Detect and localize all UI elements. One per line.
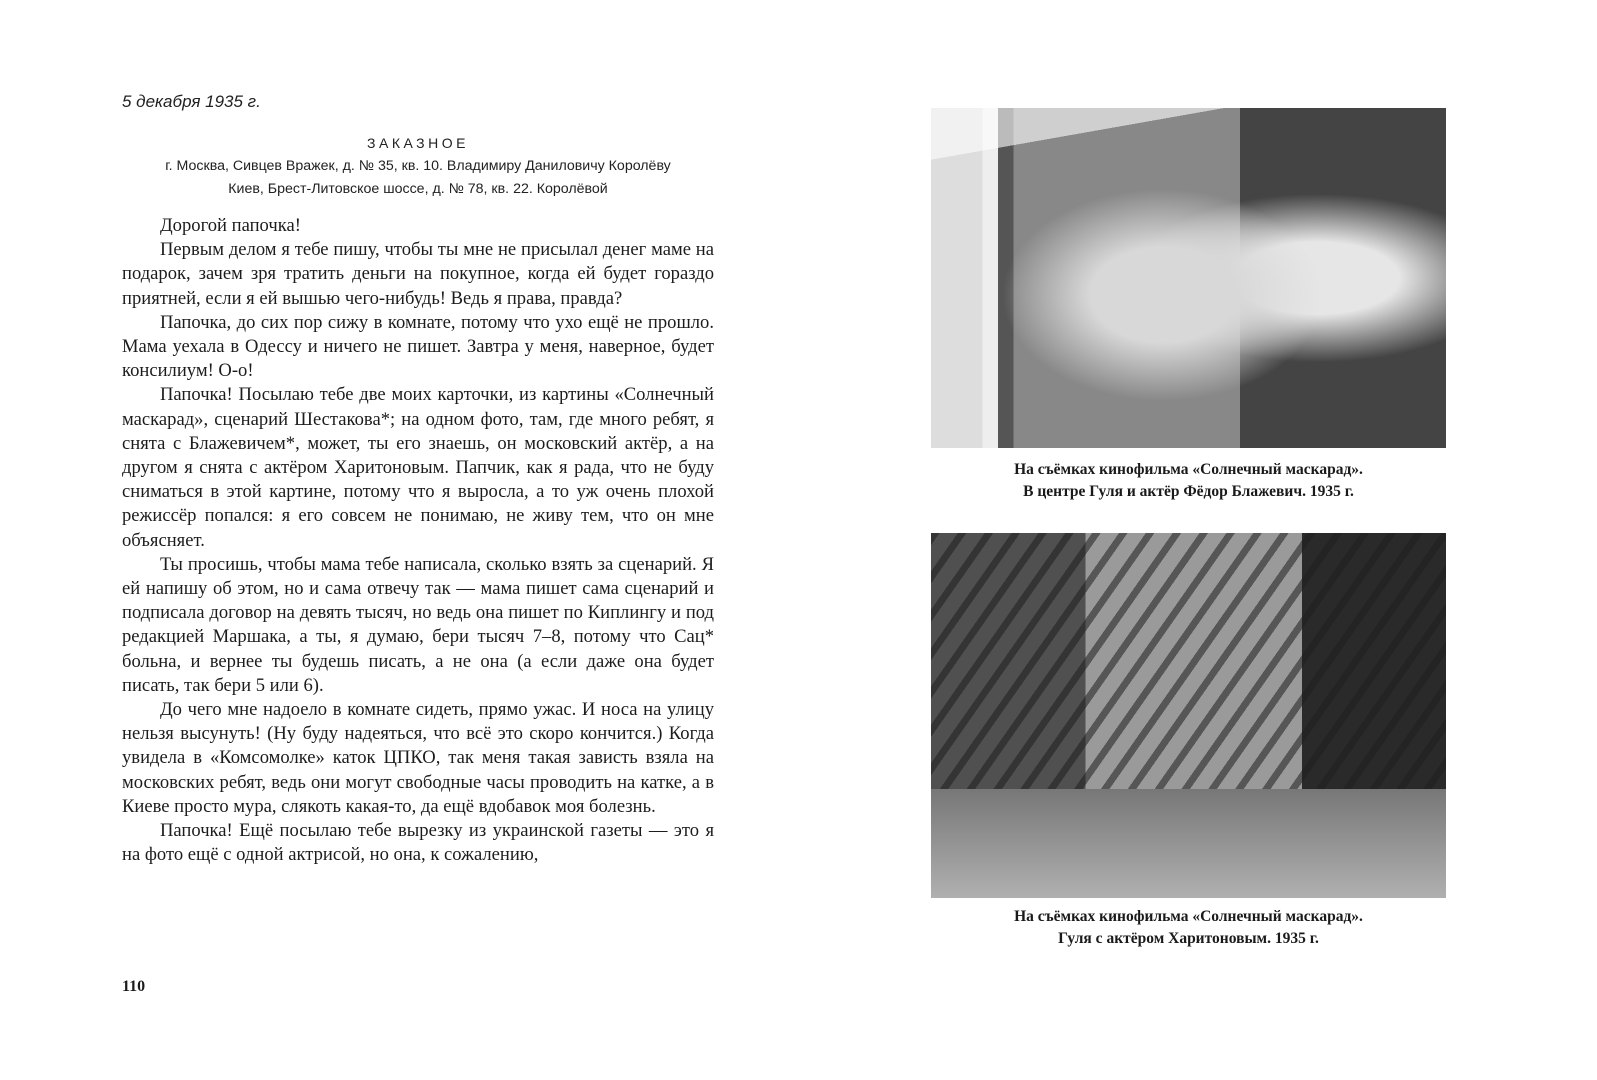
caption-line: В центре Гуля и актёр Фёдор Блажевич. 1935 г. [1023,483,1354,500]
address-line-kiev: Киев, Брест-Литовское шоссе, д. № 78, кв. 22. Королёвой [228,181,608,197]
registered-mail-label: ЗАКАЗНОЕ [367,135,469,151]
letter-address-header [122,132,714,201]
letter-paragraph: Папочка, до сих пор сижу в комнате, потому что ухо ещё не прошло. Мама уехала в Одессу и ничего не пишет. Завтра у меня, наверное, будет консилиум! О-о! [122,311,714,382]
letter-paragraph: До чего мне надоело в комнате сидеть, прямо ужас. И носа на улицу нельзя высунуть! (Ну буду надеяться, что всё это скоро кончится.) Когда увидела в «Комсомолке» каток ЦПКО, так меня такая зависть взяла на московских ребят, ведь они могут свободные часы проводить на катке, а в Киеве просто мура, слякоть какая-то, да ещё вдобавок моя болезнь. [122,699,714,817]
letter-paragraph: Папочка! Посылаю тебе две моих карточки, из картины «Солнечный маскарад», сценарий Шестакова*; на одном фото, там, где много ребят, я снята с Блажевичем*, может, ты его знаешь, он московский актёр, а на другом я снята с актёром Харитоновым. Папчик, как я рада, что не буду сниматься в этой картине, потому что я выросла, а то уж очень плохой режиссёр попался: я его совсем не понимаю, не живу тем, что он мне объясняет. [122,384,714,551]
address-line-moscow: г. Москва, Сивцев Вражек, д. № 35, кв. 10. Владимиру Даниловичу Королёву [165,158,671,174]
photo-caption [931,459,1446,503]
photo-film-set-kharitonov [931,533,1446,898]
letter-paragraph: Первым делом я тебе пишу, чтобы ты мне не присылал денег маме на подарок, зачем зря тратить деньги на покупное, когда ей будет гораздо приятней, если я ей вышью чего-нибудь! Ведь я права, правда? [122,239,714,309]
photo-film-set-group [931,108,1446,448]
letter-paragraph: Дорогой папочка! [160,215,301,236]
letter-body [122,214,714,867]
caption-line: На съёмках кинофильма «Солнечный маскарад». [1014,908,1363,925]
caption-line: Гуля с актёром Харитоновым. 1935 г. [1058,930,1319,947]
left-page [122,92,714,867]
letter-date: 5 декабря 1935 г. [122,92,261,111]
page-number: 110 [122,978,146,995]
photo-caption [931,906,1446,950]
letter-paragraph: Ты просишь, чтобы мама тебе написала, сколько взять за сценарий. Я ей напишу об этом, но и сама отвечу так — мама пишет сама сценарий и подписала договор на девять тысяч, но ведь она пишет по Киплингу и под редакцией Маршака, а ты, я думаю, бери тысяч 7–8, потому что Сац* больна, и вернее ты будешь писать, а не она (а если даже она будет писать, так бери 5 или 6). [122,553,714,696]
letter-paragraph: Папочка! Ещё посылаю тебе вырезку из украинской газеты — это я на фото ещё с одной актрисой, но она, к сожалению, [122,820,714,866]
caption-line: На съёмках кинофильма «Солнечный маскарад». [1014,461,1363,478]
